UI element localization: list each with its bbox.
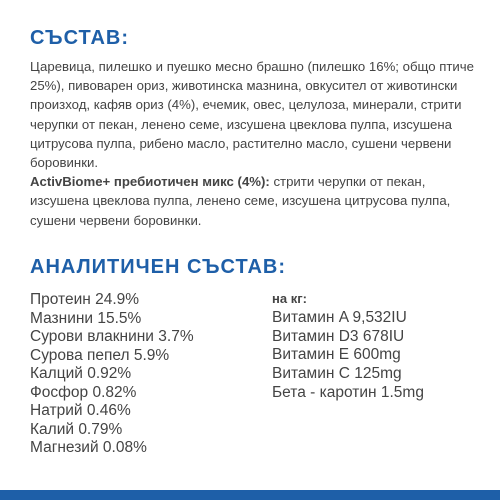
vitamin-item: Витамин A 9,532IU: [272, 308, 407, 326]
composition-text-block: [30, 57, 475, 230]
nutrient-item: Мазнини 15.5%: [30, 309, 142, 327]
vitamin-item: Бета - каротин 1.5mg: [272, 383, 424, 401]
nutrient-item: Магнезий 0.08%: [30, 439, 147, 456]
per-kg-label: на кг:: [272, 291, 307, 306]
vitamins-block: [272, 290, 424, 403]
nutrient-item: Калий 0.79%: [30, 420, 123, 438]
analytic-composition-heading: АНАЛИТИЧЕН СЪСТАВ:: [30, 256, 286, 278]
vitamins-list: [272, 309, 424, 403]
composition-ingredients: Царевица, пилешко и пуешко месно брашно (пилешко 16%; общо птиче 25%), пивоварен ориз, животинска мазнина, овкусител от животински произход, кафяв ориз (4%), ечемик, овес, целулоза, минерали, стрити черупки от пекан, ленено семе, изсушена цвеклова пулпа, изсушена цитрусова пулпа, рибено масло, растително масло, сушени червени боровинки.: [30, 59, 474, 171]
vitamin-item: Витамин C 125mg: [272, 365, 402, 383]
nutrient-item: Фосфор 0.82%: [30, 383, 137, 401]
bottom-accent-bar: [0, 490, 500, 500]
prebiotic-mix-text: стрити черупки от пекан, изсушена цвеклова пулпа, ленено семе, изсушена цитрусова пулпа, сушени червени боровинки.: [30, 174, 451, 228]
prebiotic-mix-label: ActivBiome+ пребиотичен микс (4%):: [30, 174, 270, 190]
nutrient-item: Натрий 0.46%: [30, 402, 131, 419]
nutrient-item: Калций 0.92%: [30, 365, 132, 382]
nutrient-item: Сурови влакнини 3.7%: [30, 328, 194, 345]
analytic-nutrients-list: [30, 291, 194, 458]
nutrient-item: Протеин 24.9%: [30, 291, 140, 308]
nutrient-item: Сурова пепел 5.9%: [30, 346, 170, 364]
composition-heading: СЪСТАВ:: [30, 27, 130, 49]
vitamin-item: Витамин E 600mg: [272, 346, 401, 364]
vitamin-item: Витамин D3 678IU: [272, 327, 405, 345]
